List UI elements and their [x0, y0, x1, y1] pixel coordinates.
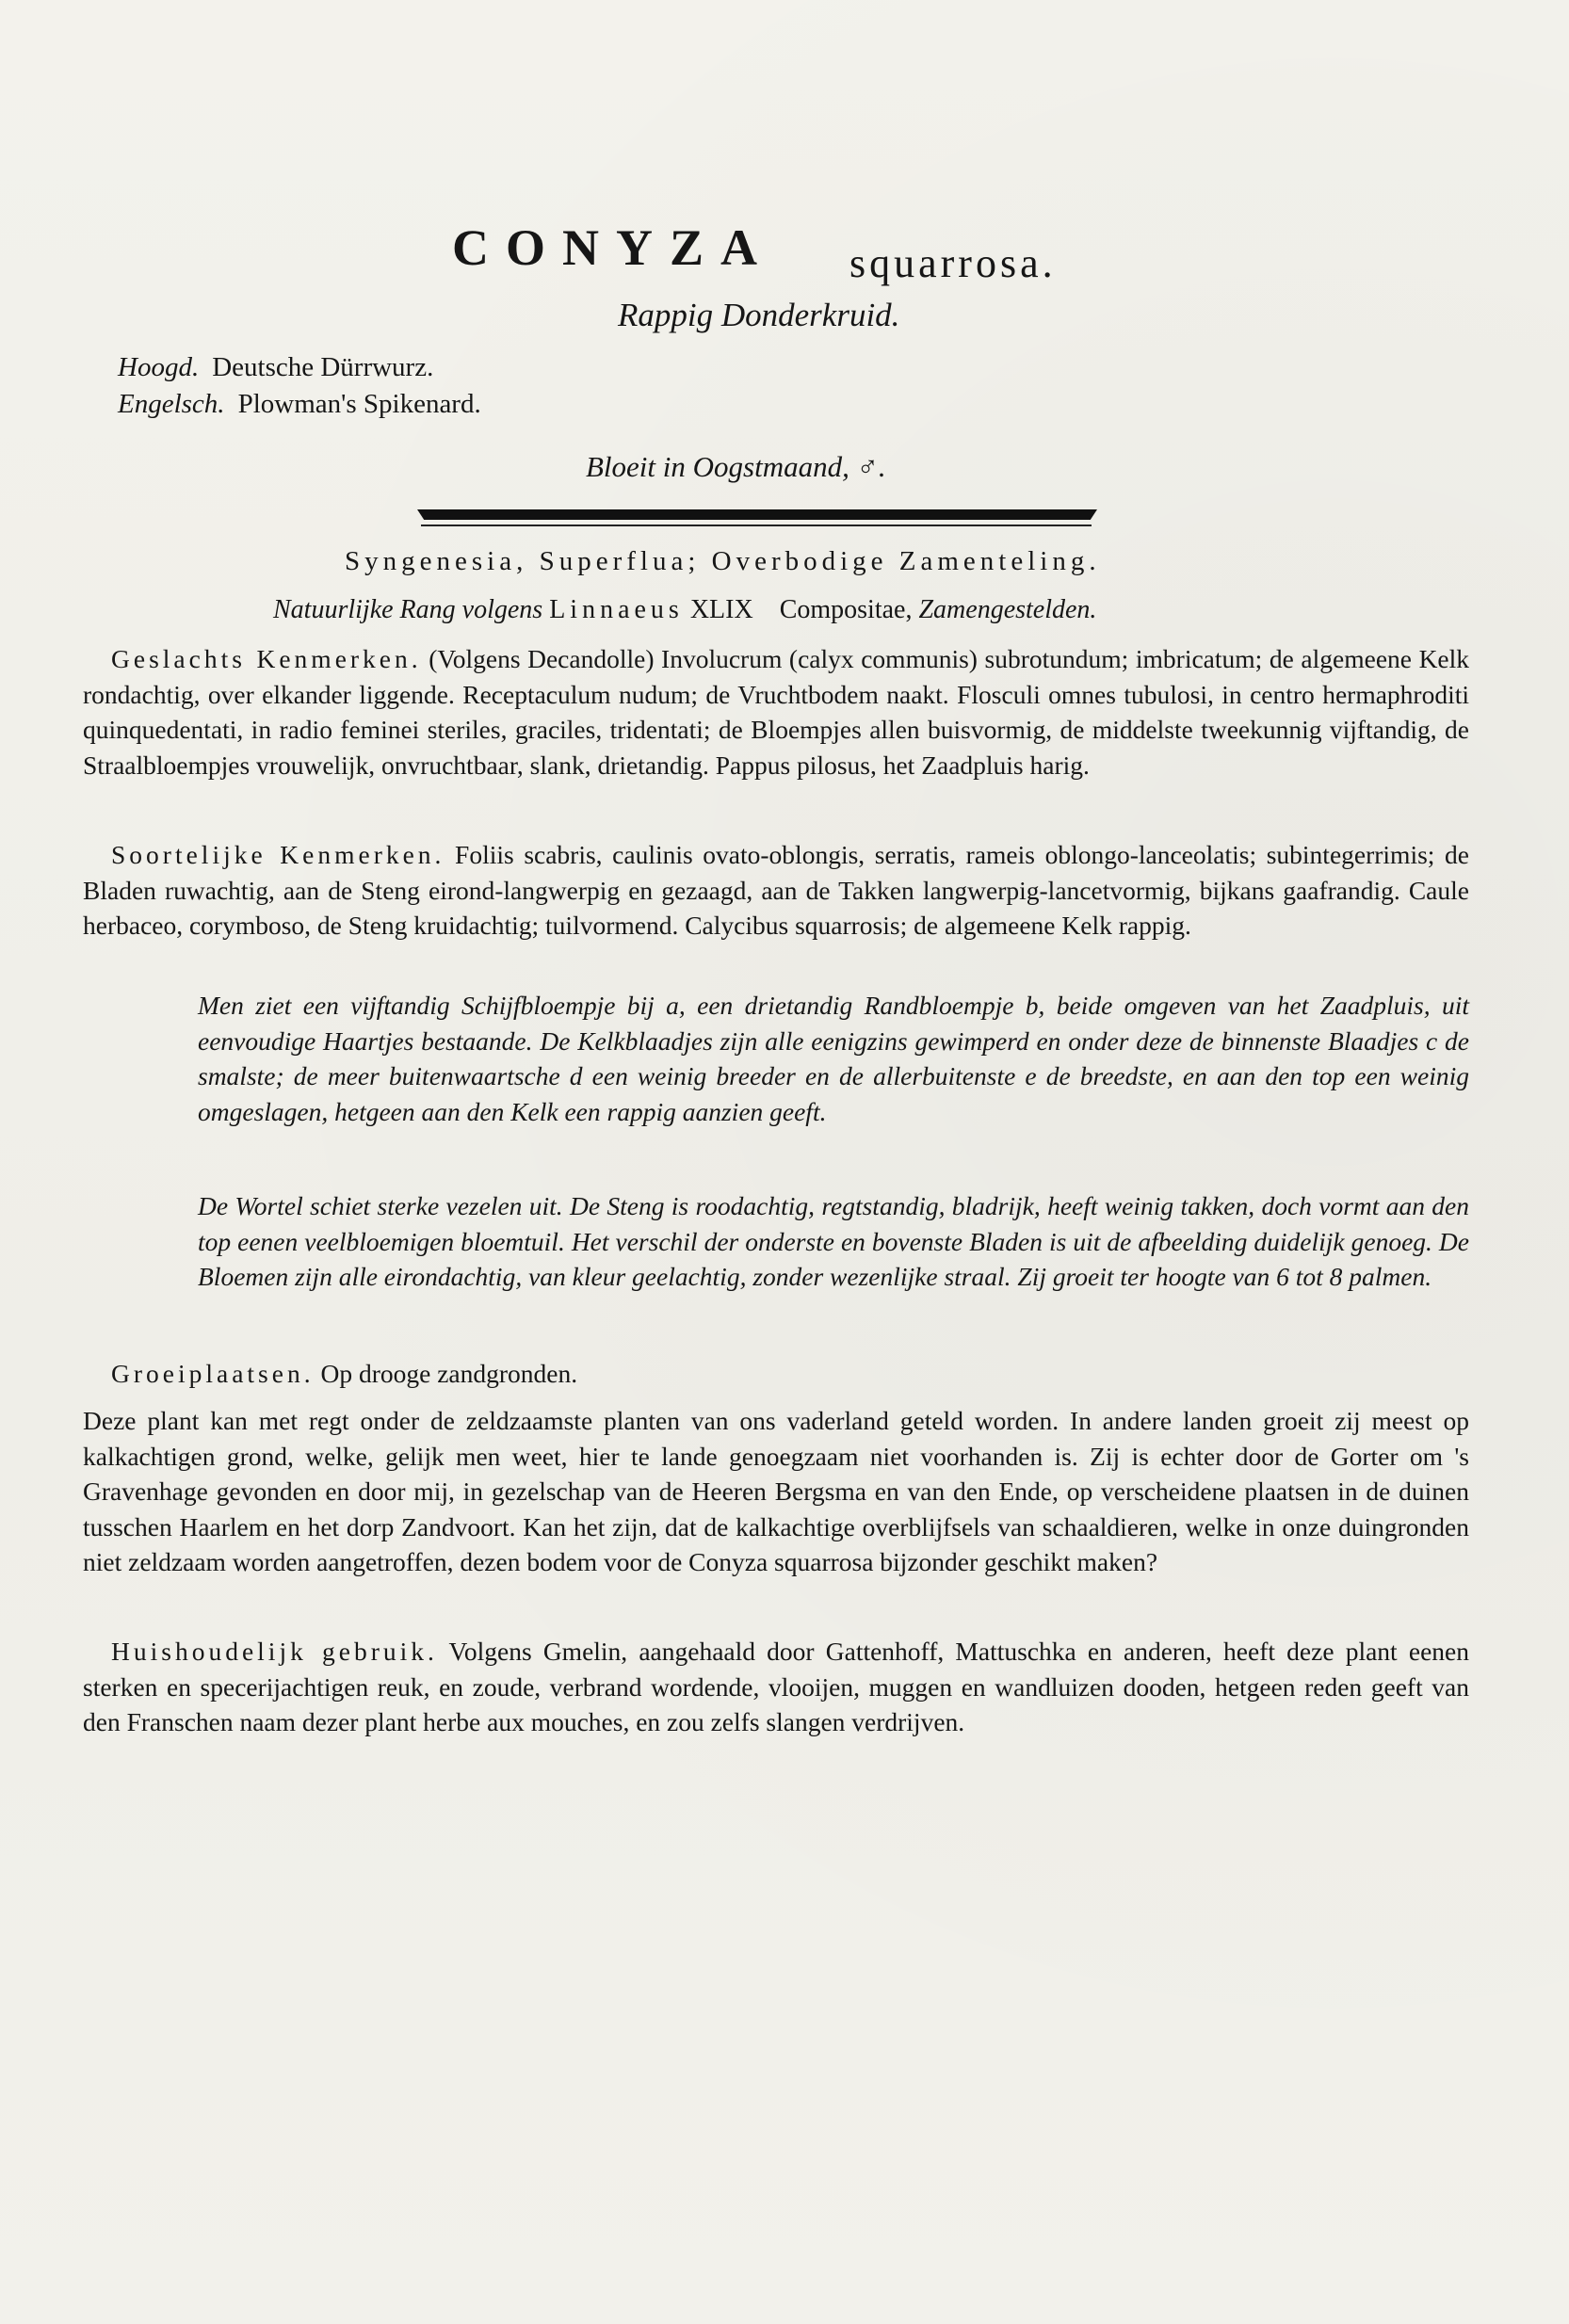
- genus-characters-text: (Volgens Decandolle) Involucrum (calyx communis) subrotundum; imbricatum; de algemeene Kelk rondachtig, over elkander liggende. Receptaculum nudum; de Vruchtbodem naakt. Flosculi omnes tubulosi, in centro hermaphroditi quinquedentati, in radio feminei steriles, graciles, tridentati; de Bloempjes allen buisvormig, de middelste tweekunnig vijftandig, de Straalbloempjes vrouwelijk, onvruchtbaar, slank, drietandig. Pappus pilosus, het Zaadpluis harig.: [83, 644, 1470, 780]
- thin-rule: [421, 525, 1092, 526]
- habitat-heading: Groeiplaatsen.: [111, 1359, 315, 1388]
- genus-characters-heading: Geslachts Kenmerken.: [111, 644, 422, 673]
- species-characters-heading: Soortelijke Kenmerken.: [111, 840, 445, 869]
- vernacular-name: Deutsche Dürrwurz.: [212, 352, 434, 382]
- vernacular-german: [118, 352, 433, 383]
- household-use-heading: Huishoudelijk gebruik.: [111, 1637, 438, 1666]
- rarity-text: Deze plant kan met regt onder de zeldzaamste planten van ons vaderland geteld worden. In andere landen groeit zij meest op kalkachtigen grond, welke, gelijk men weet, hier te lande genoegzaam niet voorhanden is. Zij is echter door de Gorter om 's Gravenhage gevonden en door mij, in gezelschap van de Heeren Bergsma en van den Ende, op verscheidene plaatsen in de duinen tusschen Haarlem en het dorp Zandvoort. Kan het zijn, dat de kalkachtige overblijfsels van schaaldieren, welke in onze duingronden niet zeldzaam worden aangetroffen, dezen bodem voor de Conyza squarrosa bijzonder geschikt maken?: [83, 1406, 1469, 1576]
- rarity-paragraph: [83, 1403, 1469, 1580]
- title-species: squarrosa.: [849, 240, 1057, 286]
- flowering-time: Bloeit in Oogstmaand, ♂.: [586, 450, 886, 483]
- household-use-text: Volgens Gmelin, aangehaald door Gattenhoff, Mattuschka en anderen, heeft deze plant eenen sterken en specerijachtigen reuk, en zoude, verbrand wordende, vlooijen, muggen en wandluizen dooden, hetgeen reden geeft van den Franschen naam dezer plant herbe aux mouches, en zou zelfs slangen verdrijven.: [83, 1637, 1469, 1736]
- natural-rank-dutch: Zamengestelden.: [918, 595, 1097, 624]
- genus-characters: [83, 641, 1469, 783]
- natural-rank-prefix: Natuurlijke Rang volgens: [273, 595, 543, 624]
- vernacular-english: [118, 389, 481, 420]
- description: [198, 1188, 1469, 1295]
- linnaean-system: Syngenesia, Superflua; Overbodige Zamenteling.: [345, 546, 1101, 576]
- household-use: [83, 1634, 1469, 1740]
- natural-rank-latin: Compositae,: [779, 595, 913, 624]
- vernacular-lang: Engelsch.: [118, 389, 225, 419]
- natural-rank-roman: XLIX: [689, 595, 753, 624]
- species-characters: [83, 837, 1469, 944]
- figure-note: [198, 988, 1469, 1129]
- natural-rank-author: Linnaeus: [549, 595, 684, 624]
- description-text: De Wortel schiet sterke vezelen uit. De Steng is roodachtig, regtstandig, bladrijk, heeft weinig takken, doch vormt aan den top eenen veelbloemigen bloemtuil. Het verschil der onderste en bovenste Bladen is uit de afbeelding duidelijk genoeg. De Bloemen zijn alle eirondachtig, van kleur geelachtig, zonder wezenlijke straal. Zij groeit ter hoogte van 6 tot 8 palmen.: [198, 1191, 1469, 1291]
- natural-rank: [273, 595, 1096, 625]
- species-characters-text: Foliis scabris, caulinis ovato-oblongis, serratis, rameis oblongo-lanceolatis; subintegerrimis; de Bladen ruwachtig, aan de Steng eirond-langwerpig en gezaagd, aan de Takken langwerpig-lancetvormig, bijkans gaafrandig. Caule herbaceo, corymboso, de Steng kruidachtig; tuilvormend. Calycibus squarrosis; de algemeene Kelk rappig.: [83, 840, 1469, 940]
- dutch-name: Rappig Donderkruid.: [618, 297, 900, 333]
- vernacular-lang: Hoogd.: [118, 352, 200, 382]
- figure-note-text: Men ziet een vijftandig Schijfbloempje bij a, een drietandig Randbloempje b, beide omgeven van het Zaadpluis, uit eenvoudige Haartjes bestaande. De Kelkblaadjes zijn alle eenigzins gewimperd en onder deze de binnenste Blaadjes c de smalste; de meer buitenwaartsche d een weinig breeder en de allerbuitenste e de breedste, en aan den top een weinig omgeslagen, hetgeen aan den Kelk een rappig aanzien geeft.: [198, 991, 1469, 1126]
- ornamental-rule: [417, 509, 1097, 520]
- title-genus: CONYZA: [452, 219, 775, 276]
- habitat: [83, 1356, 1469, 1392]
- habitat-text: Op drooge zandgronden.: [320, 1359, 578, 1388]
- vernacular-name: Plowman's Spikenard.: [237, 389, 481, 419]
